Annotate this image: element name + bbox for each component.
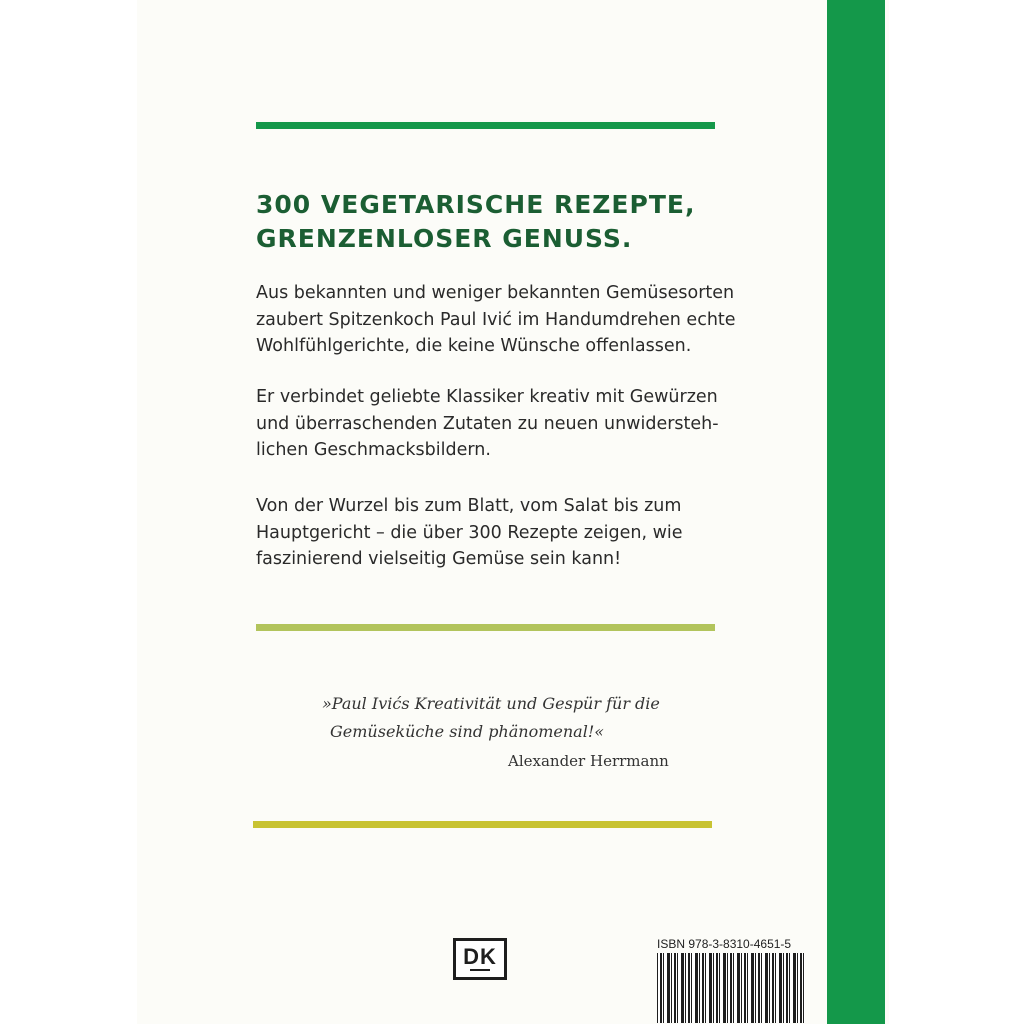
paragraph-3 — [256, 493, 726, 573]
paragraph-1 — [256, 280, 736, 360]
paragraph-3-line-1: Von der Wurzel bis zum Blatt, vom Salat bis zum — [256, 496, 682, 516]
headline — [256, 188, 726, 256]
dk-logo-book-mark — [470, 969, 490, 975]
isbn-label: ISBN 978-3-8310-4651-5 — [657, 937, 792, 951]
barcode-icon — [657, 953, 805, 1023]
paragraph-2-line-2: und überraschenden Zutaten zu neuen unwidersteh- — [256, 413, 719, 434]
middle-light-green-rule — [256, 624, 715, 631]
paragraph-3-line-3: faszinierend vielseitig Gemüse sein kann! — [256, 549, 622, 569]
top-green-rule — [256, 122, 715, 129]
paragraph-3-line-2: Hauptgericht – die über 300 Rezepte zeigen, wie — [256, 522, 683, 543]
headline-line-1: 300 VEGETARISCHE REZEPTE, — [256, 190, 696, 219]
paragraph-1-line-2: zaubert Spitzenkoch Paul Ivić im Handumdrehen echte — [256, 309, 736, 330]
paragraph-2-line-1: Er verbindet geliebte Klassiker kreativ mit Gewürzen — [256, 387, 718, 407]
review-quote — [322, 690, 660, 746]
paragraph-2 — [256, 384, 726, 464]
dk-logo-text: DK — [463, 944, 497, 969]
quote-author: Alexander Herrmann — [508, 752, 669, 770]
bottom-yellow-rule — [253, 821, 712, 828]
green-spine-band — [827, 0, 885, 1024]
quote-line-1: »Paul Ivićs Kreativität und Gespür für die — [322, 694, 660, 713]
paragraph-2-line-3: lichen Geschmacksbildern. — [256, 440, 491, 460]
dk-logo-icon — [453, 938, 507, 980]
quote-line-2: Gemüseküche sind phänomenal!« — [330, 722, 605, 741]
paragraph-1-line-1: Aus bekannten und weniger bekannten Gemüsesorten — [256, 283, 735, 303]
headline-line-2: GRENZENLOSER GENUSS. — [256, 224, 633, 253]
paragraph-1-line-3: Wohlfühlgerichte, die keine Wünsche offenlassen. — [256, 336, 692, 356]
